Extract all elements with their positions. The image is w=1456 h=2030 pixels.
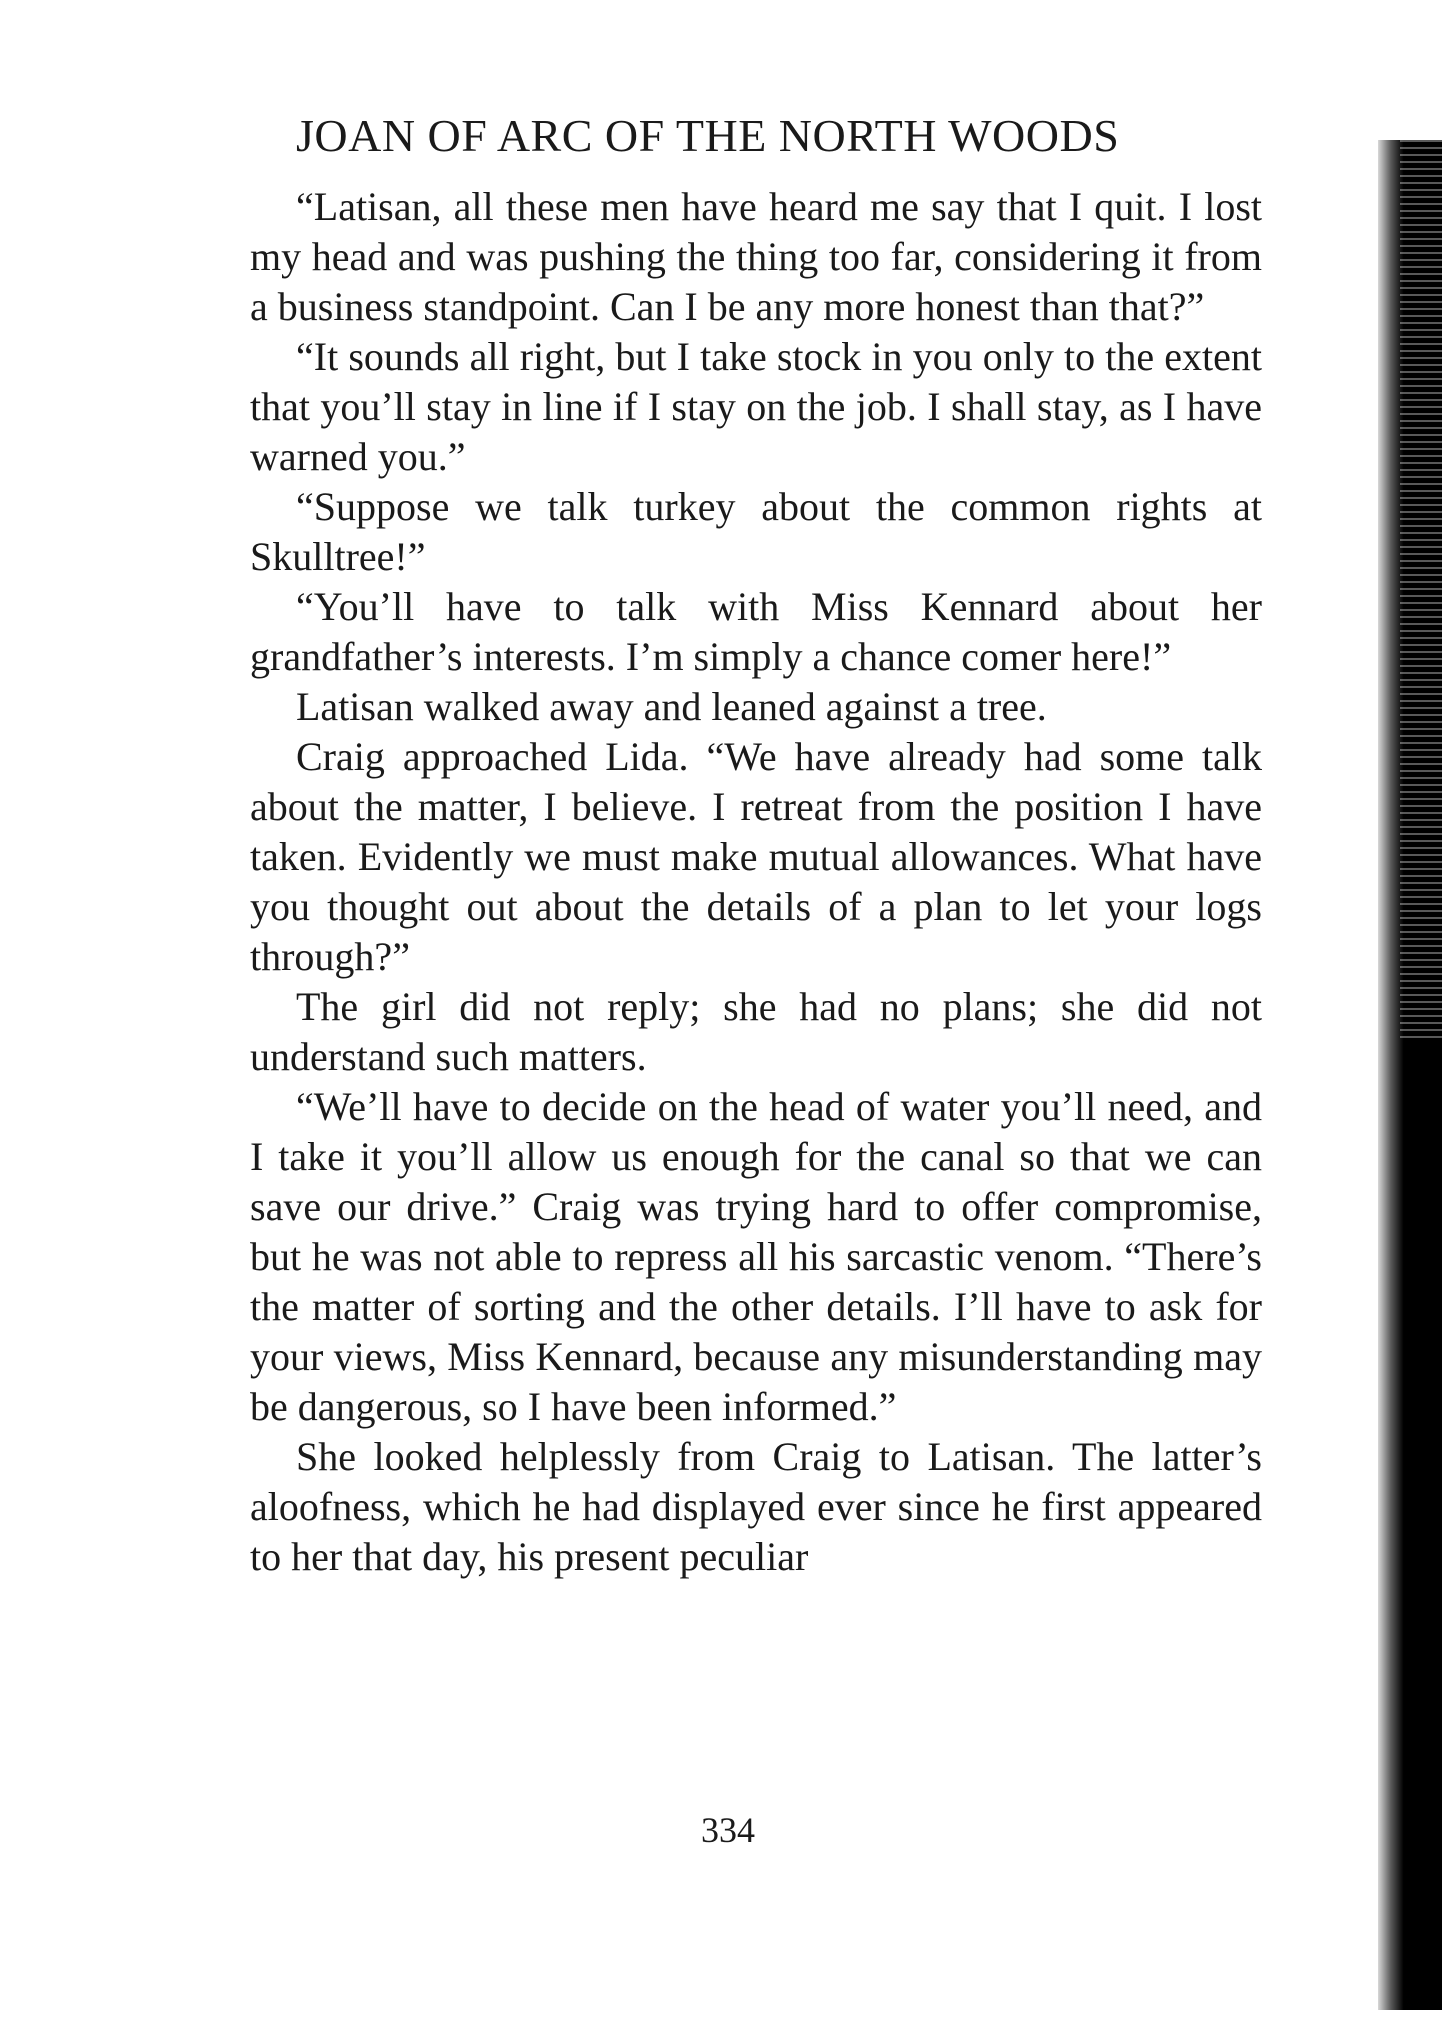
page-number: 334 — [701, 1810, 755, 1850]
paragraph: The girl did not reply; she had no plans; she did not understand such matters. — [250, 984, 1262, 1079]
paragraph: “Suppose we talk turkey about the common rights at Skulltree!” — [250, 484, 1262, 579]
paragraph: Craig approached Lida. “We have already had some talk about the matter, I believe. I retreat from the position I have taken. Evidently we must make mutual allowances. What have you thought out about the details of a plan to let your logs through?” — [250, 734, 1262, 979]
paragraph: “Latisan, all these men have heard me say that I quit. I lost my head and was pushing the thing too far, considering it from a business standpoint. Can I be any more honest than that?” — [250, 184, 1262, 329]
paragraph: She looked helplessly from Craig to Latisan. The latter’s aloofness, which he had displayed ever since he first appeared to her that day, his present peculiar — [250, 1434, 1262, 1579]
running-title: JOAN OF ARC OF THE NORTH WOODS — [296, 110, 1120, 161]
page-edge-texture — [1400, 140, 1442, 1040]
paragraph: “It sounds all right, but I take stock in you only to the extent that you’ll stay in line if I stay on the job. I shall stay, as I have warned you.” — [250, 334, 1262, 479]
paragraph: Latisan walked away and leaned against a tree. — [296, 684, 1047, 729]
body-text — [250, 182, 1262, 1582]
paragraph: “You’ll have to talk with Miss Kennard about her grandfather’s interests. I’m simply a chance comer here!” — [250, 584, 1262, 679]
paragraph: “We’ll have to decide on the head of water you’ll need, and I take it you’ll allow us enough for the canal so that we can save our drive.” Craig was trying hard to offer compromise, but he was not able to repress all his sarcastic venom. “There’s the matter of sorting and the other details. I’ll have to ask for your views, Miss Kennard, because any misunderstanding may be dangerous, so I have been informed.” — [250, 1084, 1262, 1429]
